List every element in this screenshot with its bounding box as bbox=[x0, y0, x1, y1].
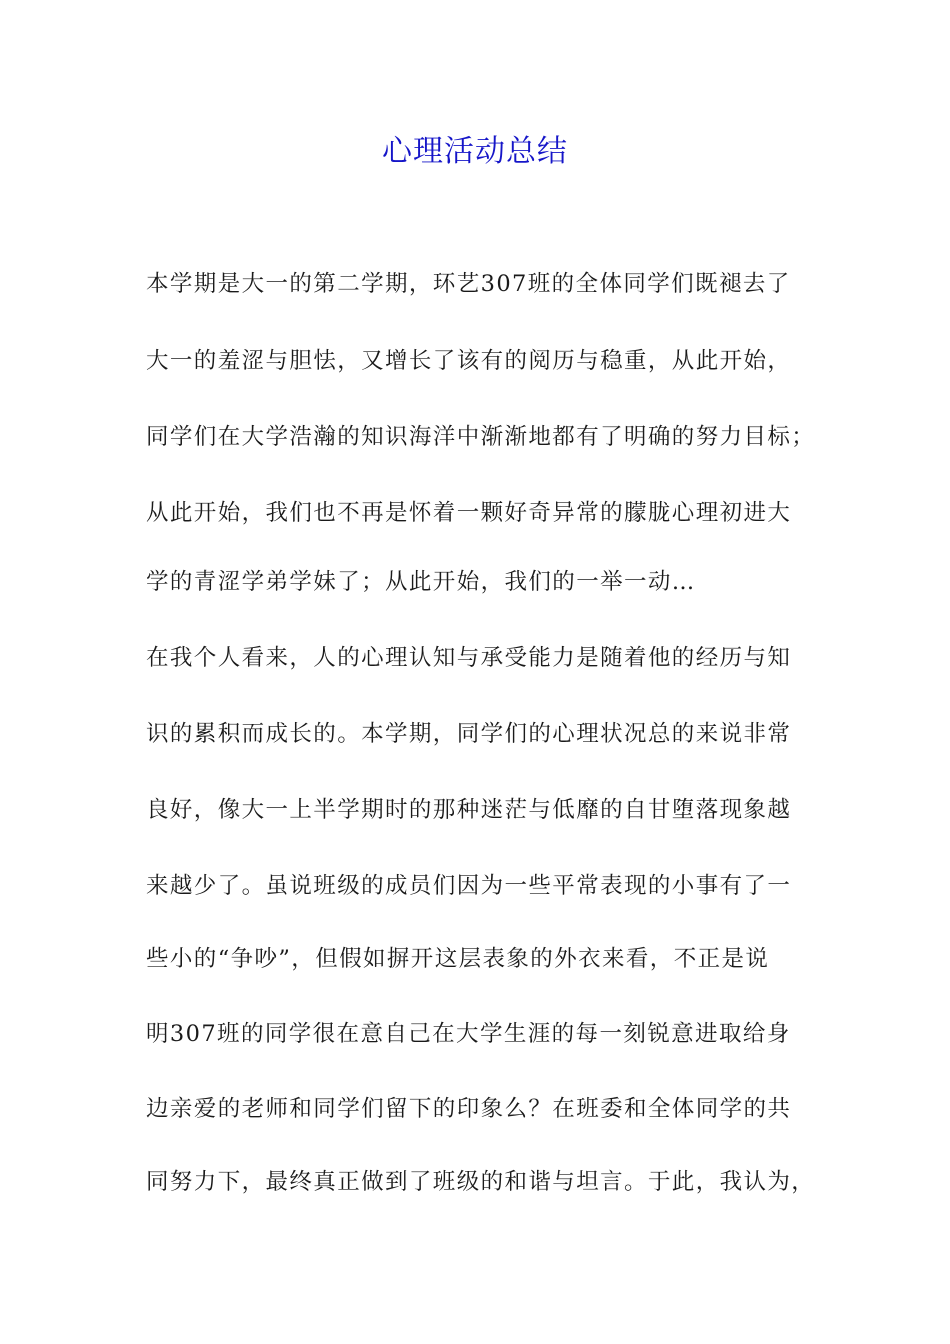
paragraph-line: 同学们在大学浩瀚的知识海洋中渐渐地都有了明确的努力目标； bbox=[146, 424, 816, 450]
paragraph-line: 明307班的同学很在意自己在大学生涯的每一刻锐意进取给身 bbox=[146, 1021, 791, 1047]
paragraph-line: 学的青涩学弟学妹了；从此开始，我们的一举一动… bbox=[146, 569, 696, 595]
paragraph-line: 良好，像大一上半学期时的那种迷茫与低靡的自甘堕落现象越 bbox=[146, 797, 792, 823]
paragraph-line: 边亲爱的老师和同学们留下的印象么？在班委和全体同学的共 bbox=[146, 1096, 792, 1122]
paragraph-line: 些小的“争吵”，但假如摒开这层表象的外衣来看，不正是说 bbox=[146, 946, 770, 972]
paragraph-line: 大一的羞涩与胆怯，又增长了该有的阅历与稳重，从此开始， bbox=[146, 348, 792, 374]
paragraph-line: 本学期是大一的第二学期，环艺307班的全体同学们既褪去了 bbox=[146, 271, 791, 297]
paragraph-line: 来越少了。虽说班级的成员们因为一些平常表现的小事有了一 bbox=[146, 873, 792, 899]
paragraph-line: 识的累积而成长的。本学期，同学们的心理状况总的来说非常 bbox=[146, 721, 792, 747]
paragraph-line: 同努力下，最终真正做到了班级的和谐与坦言。于此，我认为， bbox=[146, 1169, 816, 1195]
paragraph-line: 在我个人看来，人的心理认知与承受能力是随着他的经历与知 bbox=[146, 645, 792, 671]
paragraph-line: 从此开始，我们也不再是怀着一颗好奇异常的朦胧心理初进大 bbox=[146, 500, 792, 526]
document-title: 心理活动总结 bbox=[382, 134, 568, 169]
